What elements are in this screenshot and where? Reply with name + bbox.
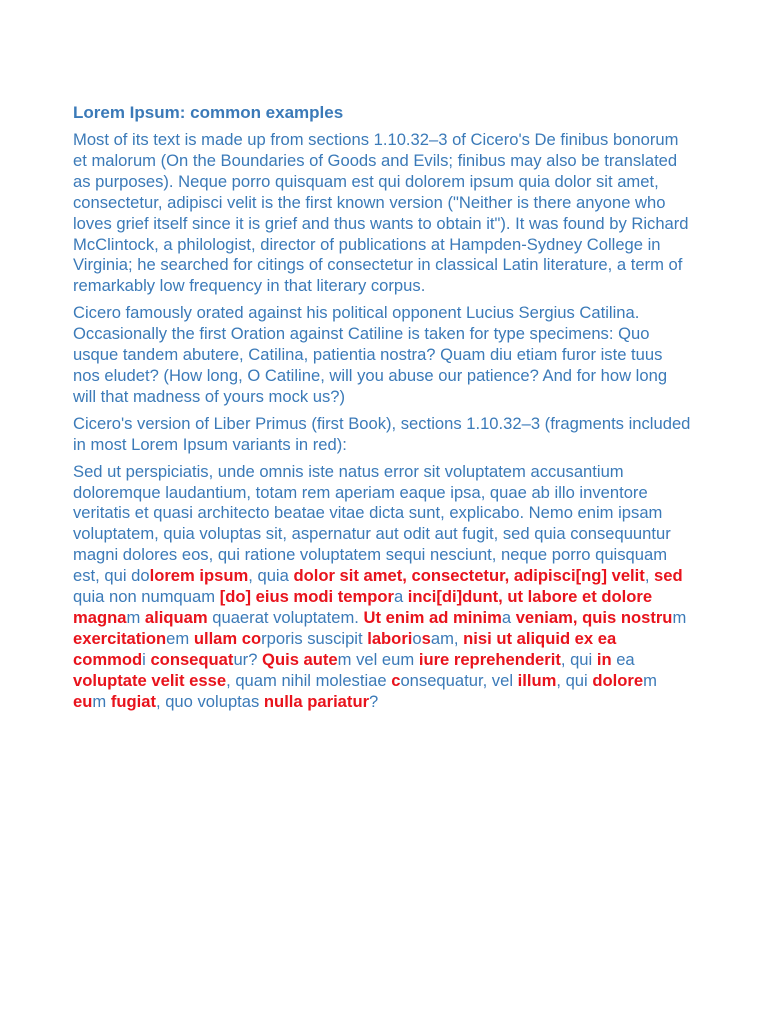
lorem-ipsum-fragment: in xyxy=(596,649,612,669)
paragraph-4 xyxy=(73,462,693,713)
lorem-ipsum-fragment: consequat xyxy=(150,649,234,669)
lorem-ipsum-fragment: [do] eius modi xyxy=(219,587,334,607)
lorem-ipsum-fragment: lorem ipsum xyxy=(149,566,249,586)
paragraph-text-segment: , xyxy=(644,566,655,586)
lorem-ipsum-fragment: voluptate velit esse xyxy=(73,670,227,690)
lorem-ipsum-fragment: dolor sit amet, consectetur, adipisci[ng] xyxy=(293,566,607,586)
lorem-ipsum-fragment: nulla pariatur xyxy=(263,691,370,711)
paragraph-text-segment: i xyxy=(142,649,151,669)
paragraph-text-segment: Sed ut perspiciatis, unde omnis iste natus error sit voluptatem accusantium doloremque laudantium, totam rem aperiam eaque ipsa, quae ab illo inventore veritatis et quasi architecto beatae vitae dicta sunt, explicabo. Nemo enim ipsam voluptatem, quia voluptas sit, aspernatur aut odit aut fugit, sed quia consequuntur magni dolores eos, qui ratione voluptatem sequi nesciunt, neque porro quisquam est, qui do xyxy=(73,461,671,586)
paragraph-text-segment: , qui xyxy=(556,670,593,690)
lorem-ipsum-fragment: s xyxy=(421,628,431,648)
paragraph-1: Most of its text is made up from sections 1.10.32–3 of Cicero's De finibus bonorum et malorum (On the Boundaries of Goods and Evils; finibus may also be translated as purposes). Neque porro quisquam est qui dolorem ipsum quia dolor sit amet, consectetur, adipisci velit is the first known version ("Neither is there anyone who loves grief itself since it is grief and thus wants to obtain it"). It was found by Richard McClintock, a philologist, director of publications at Hampden-Sydney College in Virginia; he searched for citings of consectetur in classical Latin literature, a term of remarkably low frequency in that literary corpus. xyxy=(73,130,689,296)
paragraph-text-segment: m xyxy=(126,607,145,627)
paragraph-text-segment: o xyxy=(412,628,422,648)
paragraph-3: Cicero's version of Liber Primus (first Book), sections 1.10.32–3 (fragments included in most Lorem Ipsum variants in red): xyxy=(73,413,691,454)
paragraph-text-segment: quia non numquam xyxy=(73,587,220,607)
paragraph-text-segment: em xyxy=(166,628,194,648)
paragraph-text-segment: , quam nihil molestiae xyxy=(226,670,392,690)
paragraph-text-segment: onsequatur, vel xyxy=(400,670,518,690)
paragraph-text-segment: quaerat voluptatem. xyxy=(207,607,364,627)
lorem-ipsum-fragment: exercitation xyxy=(73,628,167,648)
paragraph-2: Cicero famously orated against his political opponent Lucius Sergius Catilina. Occasionally the first Oration against Catiline is taken for type specimens: Quo usque tandem abutere, Catilina, patientia nostra? Quam diu etiam furor iste tuus nos eludet? (How long, O Catiline, will you abuse our patience? And for how long will that madness of yours mock us?) xyxy=(73,303,668,406)
paragraph-text-segment: , qui xyxy=(560,649,597,669)
lorem-ipsum-fragment: fugiat xyxy=(110,691,156,711)
lorem-ipsum-fragment: nisi ut aliquid ex ea commod xyxy=(73,628,617,669)
paragraph-text-segment: , quia xyxy=(248,566,294,586)
paragraph-text-segment: m vel eum xyxy=(337,649,419,669)
lorem-ipsum-fragment: eu xyxy=(73,691,93,711)
paragraph-text-segment: am, xyxy=(430,628,464,648)
lorem-ipsum-fragment: veniam, quis nostru xyxy=(515,607,673,627)
paragraph-text-segment: m xyxy=(92,691,111,711)
paragraph-text-segment: ur? xyxy=(233,649,263,669)
paragraph-text-segment: , quo voluptas xyxy=(155,691,264,711)
document-page xyxy=(73,102,693,718)
paragraph-text-segment: m xyxy=(672,607,687,627)
lorem-ipsum-fragment: ullam co xyxy=(193,628,262,648)
lorem-ipsum-fragment: inci[di]dunt, ut labore et dolore magna xyxy=(73,587,653,627)
lorem-ipsum-fragment: aliquam xyxy=(144,607,208,627)
lorem-ipsum-fragment: Quis aute xyxy=(262,649,338,669)
document-title: Lorem Ipsum: common examples xyxy=(73,103,344,122)
paragraph-text-segment: a xyxy=(501,607,516,627)
paragraph-text-segment: ? xyxy=(369,691,379,711)
lorem-ipsum-fragment: velit xyxy=(611,566,645,586)
lorem-ipsum-fragment: illum xyxy=(517,670,557,690)
paragraph-text-segment: ea xyxy=(611,649,635,669)
lorem-ipsum-fragment: dolore xyxy=(592,670,644,690)
paragraph-text-segment: a xyxy=(393,587,408,607)
lorem-ipsum-fragment: c xyxy=(391,670,401,690)
paragraph-text-segment: m xyxy=(643,670,657,690)
lorem-ipsum-fragment: sed xyxy=(654,566,683,586)
lorem-ipsum-fragment: tempor xyxy=(337,587,394,607)
lorem-ipsum-fragment: labori xyxy=(367,628,413,648)
lorem-ipsum-fragment: iure reprehenderit xyxy=(418,649,561,669)
lorem-ipsum-fragment: Ut enim ad minim xyxy=(363,607,502,627)
paragraph-text-segment: rporis suscipit xyxy=(261,628,368,648)
